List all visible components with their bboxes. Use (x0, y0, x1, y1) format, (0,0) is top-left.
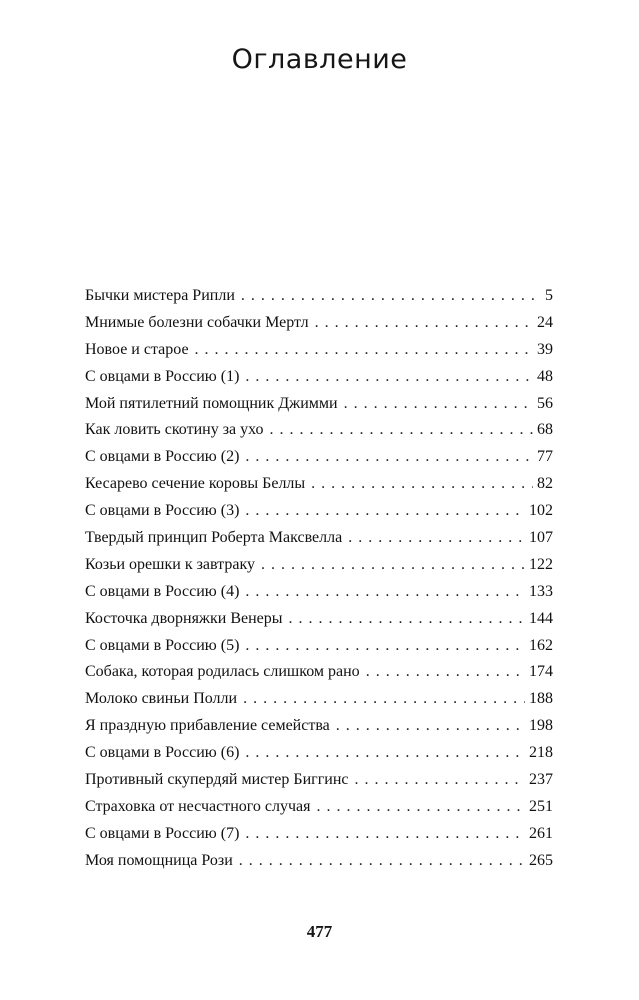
toc-entry (85, 686, 553, 713)
toc-dot-leader (239, 848, 525, 875)
toc-entry-title: Козьи орешки к завтраку (85, 555, 255, 573)
toc-dot-leader (245, 579, 525, 606)
toc-entry-page: 107 (529, 529, 553, 547)
toc-dot-leader (245, 498, 525, 525)
toc-entry (85, 283, 553, 310)
toc-entry-page: 68 (537, 421, 553, 439)
toc-entry-title: С овцами в Россию (1) (85, 367, 240, 385)
toc-entry-title: С овцами в Россию (5) (85, 636, 240, 654)
toc-entry-page: 251 (529, 797, 553, 815)
toc-entry-title: С овцами в Россию (3) (85, 502, 240, 520)
toc-entry (85, 848, 553, 875)
toc-dot-leader (366, 659, 525, 686)
toc-dot-leader (336, 713, 525, 740)
page-title: Оглавление (231, 44, 408, 75)
toc-entry-page: 218 (529, 744, 553, 762)
toc-entry-title: Противный скупердяй мистер Биггинс (85, 771, 349, 789)
toc-dot-leader (245, 633, 525, 660)
toc-entry (85, 471, 553, 498)
toc-dot-leader (270, 417, 533, 444)
toc-entry-title: Я праздную прибавление семейства (85, 717, 330, 735)
toc-dot-leader (245, 364, 533, 391)
toc-entry-page: 133 (529, 582, 553, 600)
toc-dot-leader (348, 525, 525, 552)
toc-dot-leader (195, 337, 533, 364)
toc-entry-title: Страховка от несчастного случая (85, 797, 311, 815)
toc-entry-page: 56 (537, 394, 553, 412)
page-number: 477 (306, 922, 333, 941)
toc-entry-page: 77 (537, 448, 553, 466)
toc-dot-leader (243, 686, 525, 713)
toc-entry-title: Собака, которая родилась слишком рано (85, 663, 360, 681)
toc-entry-title: Кесарево сечение коровы Беллы (85, 475, 306, 493)
toc-entry (85, 713, 553, 740)
toc-entry-title: Как ловить скотину за ухо (85, 421, 264, 439)
toc-entry (85, 740, 553, 767)
toc-entry-page: 39 (537, 340, 553, 358)
toc-entry (85, 794, 553, 821)
toc-dot-leader (289, 606, 525, 633)
toc-entry-title: Мой пятилетний помощник Джимми (85, 394, 338, 412)
toc-dot-leader (354, 767, 525, 794)
toc-dot-leader (245, 740, 525, 767)
toc-entry-page: 24 (537, 313, 553, 331)
toc-entry (85, 606, 553, 633)
toc-dot-leader (344, 391, 533, 418)
toc-entry (85, 310, 553, 337)
table-of-contents (85, 283, 553, 875)
toc-entry (85, 364, 553, 391)
toc-entry-title: Моя помощница Рози (85, 851, 233, 869)
toc-entry-page: 188 (529, 690, 553, 708)
toc-entry-title: С овцами в Россию (4) (85, 582, 240, 600)
toc-entry-page: 5 (545, 287, 553, 304)
toc-entry (85, 337, 553, 364)
toc-entry-title: Бычки мистера Рипли (85, 287, 235, 304)
toc-entry-title: Новое и старое (85, 340, 189, 358)
toc-entry-title: С овцами в Россию (2) (85, 448, 240, 466)
toc-dot-leader (245, 444, 533, 471)
toc-entry-page: 82 (537, 475, 553, 493)
toc-entry (85, 417, 553, 444)
toc-entry (85, 525, 553, 552)
toc-entry (85, 633, 553, 660)
toc-entry-page: 198 (529, 717, 553, 735)
toc-entry (85, 579, 553, 606)
toc-entry-page: 237 (529, 771, 553, 789)
toc-dot-leader (317, 794, 525, 821)
toc-entry-page: 174 (529, 663, 553, 681)
toc-entry-title: С овцами в Россию (7) (85, 824, 240, 842)
toc-entry (85, 659, 553, 686)
toc-entry-page: 265 (529, 851, 553, 869)
toc-entry (85, 767, 553, 794)
toc-entry-page: 122 (529, 555, 553, 573)
toc-dot-leader (261, 552, 525, 579)
toc-entry-page: 162 (529, 636, 553, 654)
toc-entry-page: 261 (529, 824, 553, 842)
toc-entry (85, 821, 553, 848)
toc-entry-page: 102 (529, 502, 553, 520)
toc-entry (85, 552, 553, 579)
toc-entry-title: Молоко свиньи Полли (85, 690, 238, 708)
toc-dot-leader (241, 283, 537, 310)
toc-entry-title: Мнимые болезни собачки Мертл (85, 313, 309, 331)
toc-entry-title: С овцами в Россию (6) (85, 744, 240, 762)
toc-entry-title: Твердый принцип Роберта Максвелла (85, 529, 343, 547)
toc-entry (85, 498, 553, 525)
toc-entry-title: Косточка дворняжки Венеры (85, 609, 283, 627)
toc-dot-leader (245, 821, 525, 848)
toc-dot-leader (315, 310, 533, 337)
toc-entry-page: 144 (529, 609, 553, 627)
toc-entry (85, 444, 553, 471)
toc-entry (85, 391, 553, 418)
toc-dot-leader (311, 471, 533, 498)
toc-entry-page: 48 (537, 367, 553, 385)
